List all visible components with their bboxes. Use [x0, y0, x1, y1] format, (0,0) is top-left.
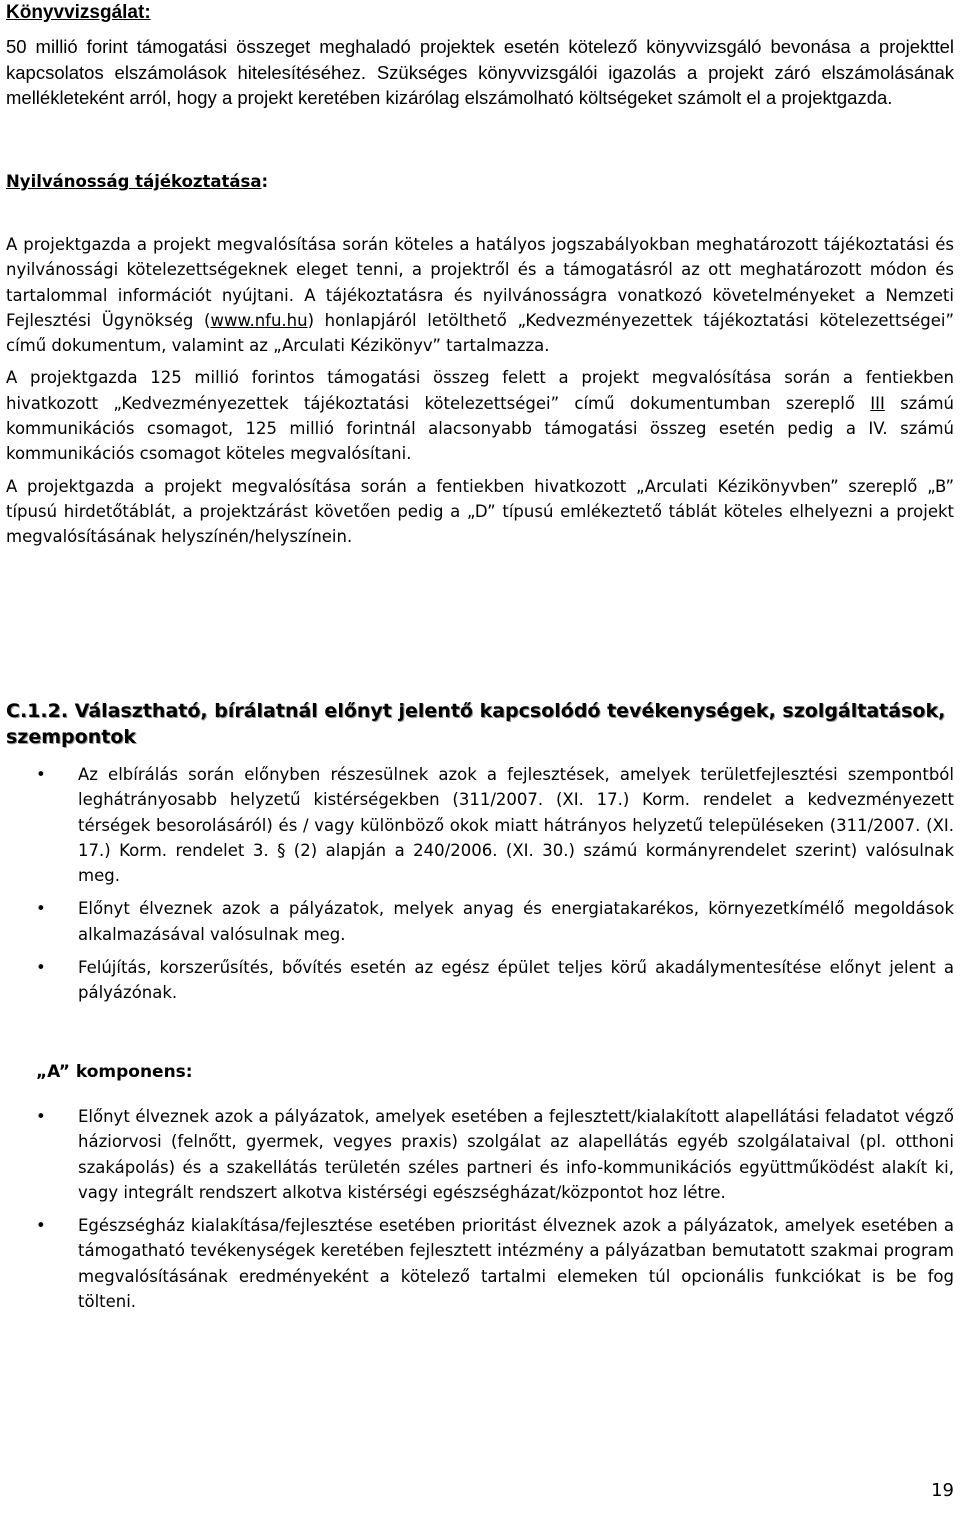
list-item-text: Előnyt élveznek azok a pályázatok, amelyek esetében a fejlesztett/kialakított alapellátási feladatot végző háziorvosi (felnőtt, gyermek, vegyes praxis) szolgálat az alapellátás egyéb szolgálataival (pl. otthoni szakápolás) és a szakellátás területén széles partneri és info-kommunikációs együttműködést alakít ki, vagy integrált rendszert alkotva kistérségi egészségházat/központot hoz létre.	[78, 1107, 954, 1202]
paragraph-text: A projektgazda a projekt megvalósítása során köteles a hatályos jogszabályokban meghatározott tájékoztatási és nyilvánossági kötelezettségeknek eleget tenni, a projektről és a támogatásról az ott meghatározott módon és tartalommal információt nyújtani. A tájékoztatásra és nyilvánosságra vonatkozó követelményeket a Nemzeti Fejlesztési Ügynökség (	[6, 235, 954, 330]
nyilvanossag-paragraph-2	[6, 365, 954, 466]
bullet-icon: •	[36, 958, 46, 978]
page-number: 19	[931, 1480, 954, 1501]
paragraph-text: ) honlapjáról letölthető „Kedvezményezettek tájékoztatási kötelezettségei” című dokumentum, valamint az „Arculati Kézikönyv” tartalmazza.	[6, 310, 954, 356]
list-item	[6, 1104, 954, 1205]
nyilvanossag-paragraph-1	[6, 232, 954, 358]
list-item-text: Előnyt élveznek azok a pályázatok, melyek anyag és energiatakarékos, környezetkímélő megoldások alkalmazásával valósulnak meg.	[78, 899, 954, 944]
paragraph-text: számú kommunikációs csomagot, 125 millió forintnál alacsonyabb támogatási összeg esetén pedig a IV. számú kommunikációs csomagot köteles megvalósítani.	[6, 393, 954, 464]
list-item-text: Az elbírálás során előnyben részesülnek azok a fejlesztések, amelyek területfejlesztési szempontból leghátrányosabb helyzetű kistérségekben (311/2007. (XI. 17.) Korm. rendelet a kedvezményezett térségek besorolásáról) és / vagy különböző okok miatt hátrányos helyzetű településeken (311/2007. (XI. 17.) Korm. rendelet 3. § (2) alapján a 240/2006. (XI. 30.) számú kormányrendelet szerint) valósulnak meg.	[78, 765, 954, 886]
list-item	[6, 762, 954, 888]
nyilvanossag-body	[6, 232, 954, 550]
package-number-roman: III	[870, 393, 885, 413]
list-item-text: Felújítás, korszerűsítés, bővítés esetén az egész épület teljes körű akadálymentesítése előnyt jelent a pályázónak.	[78, 958, 954, 1003]
nyilvanossag-paragraph-3: A projektgazda a projekt megvalósítása során a fentiekben hivatkozott „Arculati Kézikönyvben” szereplő „B” típusú hirdetőtáblát, a projektzárást követően pedig a „D” típusú emlékeztető táblát köteles elhelyezni a projekt megvalósításának helyszínén/helyszínein.	[6, 476, 954, 547]
nyilvanossag-title-text: Nyilvánosság tájékoztatása	[6, 172, 262, 191]
konyvvizsgalat-body: 50 millió forint támogatási összeget meghaladó projektek esetén kötelező könyvvizsgáló bevonása a projekttel kapcsolatos elszámolások hitelesítéséhez. Szükséges könyvvizsgálói igazolás a projekt záró elszámolásának mellékleteként arról, hogy a projekt keretében kizárólag elszámolható költségeket számolt el a projektgazda.	[6, 36, 954, 108]
list-item	[6, 955, 954, 1006]
a-komponens-heading: „A” komponens:	[36, 1062, 193, 1082]
list-item	[6, 1213, 954, 1314]
nfu-link[interactable]: www.nfu.hu	[210, 310, 308, 330]
bullet-icon: •	[36, 899, 46, 919]
list-item	[6, 896, 954, 947]
bullet-icon: •	[36, 765, 46, 784]
section-bullet-list	[6, 762, 954, 1006]
section-heading: C.1.2. Választható, bírálatnál előnyt jelentő kapcsolódó tevékenységek, szolgáltatások, szempontok	[6, 700, 946, 748]
a-komponens-bullet-list	[6, 1104, 954, 1314]
nyilvanossag-title	[6, 172, 268, 191]
list-item-text: Egészségház kialakítása/fejlesztése esetében prioritást élveznek azok a pályázatok, amelyek esetében a támogatható tevékenységek keretében fejlesztett intézmény a pályázatban bemutatott szakmai program megvalósításának eredményeként a kötelező tartalmi elemeken túl opcionális funkciókat is be fog tölteni.	[78, 1216, 954, 1312]
bullet-icon: •	[36, 1216, 46, 1236]
paragraph-text: A projektgazda 125 millió forintos támogatási összeg felett a projekt megvalósítása során a fentiekben hivatkozott „Kedvezményezettek tájékoztatási kötelezettségei” című dokumentumban szereplő	[6, 368, 954, 413]
konyvvizsgalat-title: Könyvvizsgálat:	[6, 2, 151, 23]
bullet-icon: •	[36, 1107, 46, 1126]
nyilvanossag-title-colon: :	[261, 172, 269, 191]
